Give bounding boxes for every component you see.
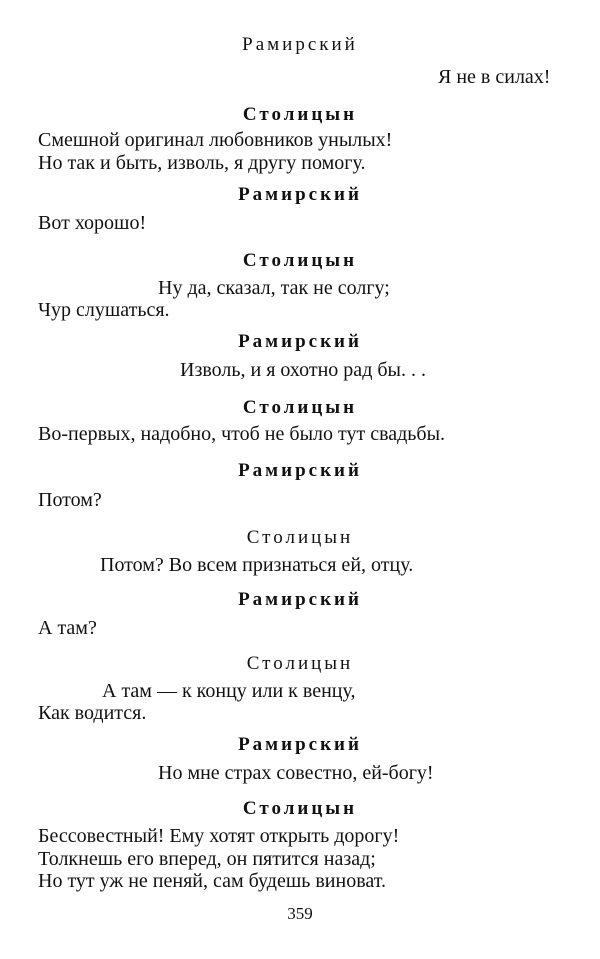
dialogue-line: Потом? — [38, 489, 102, 511]
dialogue-line: Потом? Во всем признаться ей, отцу. — [100, 554, 414, 576]
dialogue-line: Вот хорошо! — [38, 212, 147, 234]
dialogue-line: Но так и быть, изволь, я другу помогу. — [38, 152, 366, 174]
speaker-name: Столицын — [242, 798, 358, 819]
dialogue-line: А там — к концу или к венцу, — [102, 680, 356, 702]
speaker-name: Рамирский — [238, 184, 362, 205]
page-number: 359 — [287, 904, 313, 923]
dialogue-line: Чур слушаться. — [38, 299, 170, 321]
speaker-name: Рамирский — [238, 589, 362, 610]
speaker-name: Столицын — [242, 250, 358, 271]
dialogue-line: Смешной оригинал любовников унылых! — [38, 129, 393, 151]
dialogue-line: Как водится. — [38, 702, 147, 724]
dialogue-line: Изволь, и я охотно рад бы. . . — [180, 359, 426, 381]
speaker-name: Рамирский — [238, 331, 362, 352]
dialogue-line: Бессовестный! Ему хотят открыть дорогу! — [38, 825, 400, 847]
speaker-name: Рамирский — [242, 34, 358, 55]
dialogue-line: Толкнешь его вперед, он пятится назад; — [38, 848, 376, 870]
dialogue-line: Но тут уж не пеняй, сам будешь виноват. — [38, 870, 386, 892]
speaker-name: Рамирский — [238, 460, 362, 481]
dialogue-line: Я не в силах! — [438, 66, 551, 88]
speaker-name: Столицын — [246, 527, 354, 548]
speaker-name: Столицын — [242, 397, 358, 418]
dialogue-line: Ну да, сказал, так не солгу; — [158, 277, 390, 299]
dialogue-line: Но мне страх совестно, ей-богу! — [158, 762, 434, 784]
speaker-name: Столицын — [246, 653, 354, 674]
speaker-name: Рамирский — [238, 734, 362, 755]
speaker-name: Столицын — [242, 104, 358, 125]
dialogue-line: А там? — [38, 617, 97, 639]
dialogue-line: Во-первых, надобно, чтоб не было тут свадьбы. — [38, 423, 446, 445]
